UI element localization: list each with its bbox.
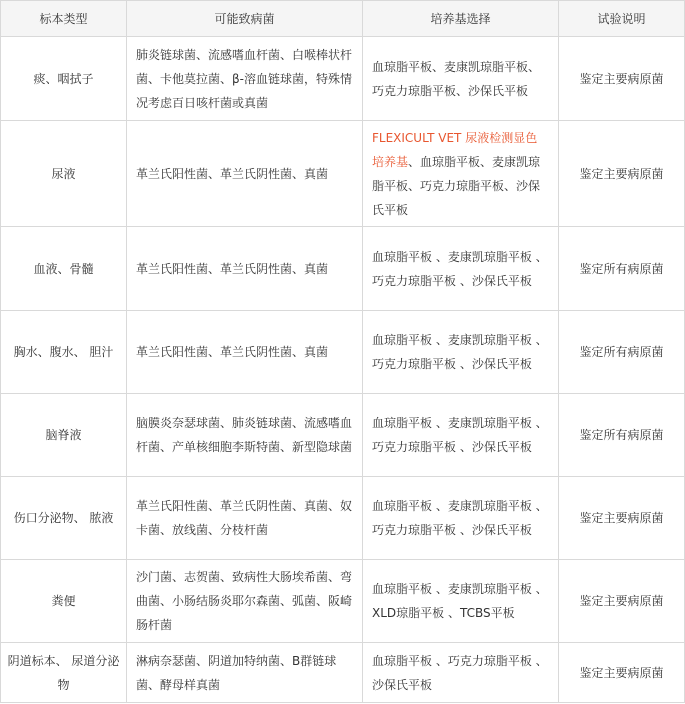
table-row bbox=[1, 311, 685, 394]
media-text: 血琼脂平板 、麦康凯琼脂平板 、巧克力琼脂平板 、沙保氏平板 bbox=[372, 249, 548, 288]
pathogens-cell: 革兰氏阳性菌、革兰氏阴性菌、真菌 bbox=[127, 227, 363, 311]
specimen-cell: 阴道标本、 尿道分泌物 bbox=[1, 643, 127, 703]
specimen-cell: 痰、咽拭子 bbox=[1, 37, 127, 121]
media-text: 血琼脂平板 、麦康凯琼脂平板 、XLD琼脂平板 、TCBS平板 bbox=[372, 582, 548, 620]
table-row bbox=[1, 477, 685, 560]
table-row bbox=[1, 643, 685, 703]
header-culture-media: 培养基选择 bbox=[363, 1, 559, 37]
media-cell bbox=[363, 227, 559, 311]
media-text: 血琼脂平板 、麦康凯琼脂平板 、巧克力琼脂平板 、沙保氏平板 bbox=[372, 416, 548, 454]
media-highlight: FLEXICULT VET 尿液检测显色培养基 bbox=[372, 130, 538, 169]
table-row bbox=[1, 37, 685, 121]
media-text: 血琼脂平板 、麦康凯琼脂平板 、巧克力琼脂平板 、沙保氏平板 bbox=[372, 499, 548, 537]
table-row bbox=[1, 121, 685, 227]
pathogens-cell: 革兰氏阳性菌、革兰氏阴性菌、真菌 bbox=[127, 121, 363, 227]
table-body bbox=[1, 37, 685, 703]
pathogens-cell: 革兰氏阳性菌、革兰氏阴性菌、真菌 bbox=[127, 311, 363, 394]
media-cell bbox=[363, 643, 559, 703]
pathogens-cell: 脑膜炎奈瑟球菌、肺炎链球菌、流感嗜血杆菌、产单核细胞李斯特菌、新型隐球菌 bbox=[127, 394, 363, 477]
table-header bbox=[1, 1, 685, 37]
specimen-cell: 血液、骨髓 bbox=[1, 227, 127, 311]
media-cell bbox=[363, 311, 559, 394]
note-cell: 鉴定所有病原菌 bbox=[559, 394, 685, 477]
specimen-cell: 粪便 bbox=[1, 560, 127, 643]
note-cell: 鉴定主要病原菌 bbox=[559, 37, 685, 121]
note-cell: 鉴定主要病原菌 bbox=[559, 477, 685, 560]
header-test-note: 试验说明 bbox=[559, 1, 685, 37]
media-text: 、血琼脂平板、麦康凯琼脂平板、巧克力琼脂平板、沙保氏平板 bbox=[372, 154, 541, 217]
header-row bbox=[1, 1, 685, 37]
pathogens-cell: 革兰氏阳性菌、革兰氏阴性菌、真菌、奴卡菌、放线菌、分枝杆菌 bbox=[127, 477, 363, 560]
note-cell: 鉴定主要病原菌 bbox=[559, 121, 685, 227]
table-row bbox=[1, 227, 685, 311]
header-specimen-type: 标本类型 bbox=[1, 1, 127, 37]
media-cell bbox=[363, 560, 559, 643]
media-cell bbox=[363, 37, 559, 121]
table-row bbox=[1, 394, 685, 477]
header-pathogens: 可能致病菌 bbox=[127, 1, 363, 37]
pathogens-cell: 肺炎链球菌、流感嗜血杆菌、白喉棒状杆菌、卡他莫拉菌、β-溶血链球菌，特殊情况考虑百日咳杆菌或真菌 bbox=[127, 37, 363, 121]
specimen-cell: 脑脊液 bbox=[1, 394, 127, 477]
media-text: 血琼脂平板 、巧克力琼脂平板 、沙保氏平板 bbox=[372, 653, 548, 692]
pathogens-cell: 沙门菌、志贺菌、致病性大肠埃希菌、弯曲菌、小肠结肠炎耶尔森菌、弧菌、阪崎肠杆菌 bbox=[127, 560, 363, 643]
media-text: 血琼脂平板 、麦康凯琼脂平板 、巧克力琼脂平板 、沙保氏平板 bbox=[372, 333, 548, 371]
pathogens-cell: 淋病奈瑟菌、阴道加特纳菌、B群链球菌、酵母样真菌 bbox=[127, 643, 363, 703]
media-cell bbox=[363, 477, 559, 560]
table-row bbox=[1, 560, 685, 643]
media-cell bbox=[363, 394, 559, 477]
media-cell bbox=[363, 121, 559, 227]
note-cell: 鉴定所有病原菌 bbox=[559, 311, 685, 394]
specimen-cell: 伤口分泌物、 脓液 bbox=[1, 477, 127, 560]
specimen-cell: 尿液 bbox=[1, 121, 127, 227]
note-cell: 鉴定所有病原菌 bbox=[559, 227, 685, 311]
media-text: 血琼脂平板、麦康凯琼脂平板、巧克力琼脂平板、沙保氏平板 bbox=[372, 59, 541, 98]
note-cell: 鉴定主要病原菌 bbox=[559, 643, 685, 703]
specimen-cell: 胸水、腹水、 胆汁 bbox=[1, 311, 127, 394]
note-cell: 鉴定主要病原菌 bbox=[559, 560, 685, 643]
